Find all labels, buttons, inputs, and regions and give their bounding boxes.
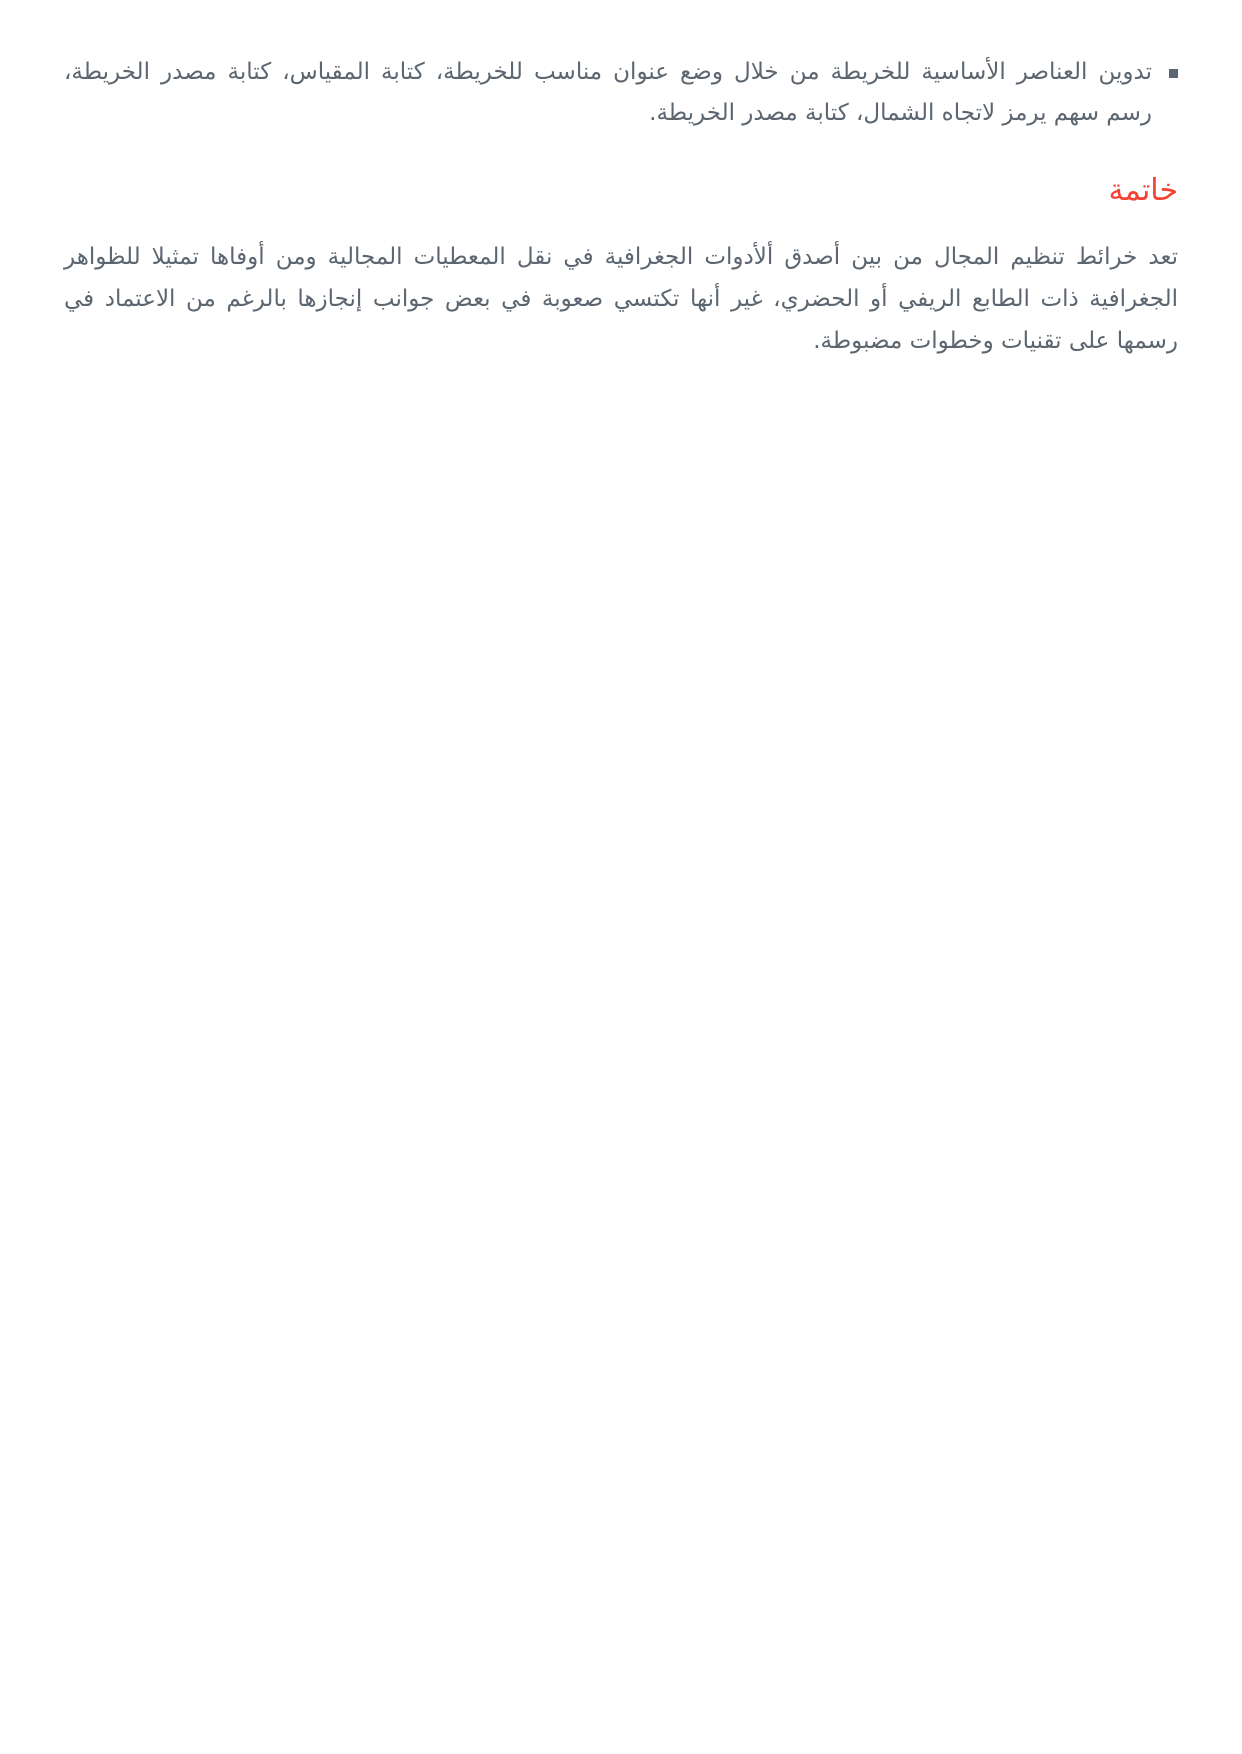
section-heading-conclusion: خاتمة — [1108, 173, 1178, 208]
square-bullet-icon — [1169, 69, 1178, 78]
list-item-text: تدوين العناصر الأساسية للخريطة من خلال وضع عنوان مناسب للخريطة، كتابة المقياس، كتابة مصدر الخريطة، رسم سهم يرمز لاتجاه الشمال، كتابة مصدر الخريطة. — [64, 59, 1152, 126]
list-item — [64, 52, 1178, 134]
conclusion-paragraph: تعد خرائط تنظيم المجال من بين أصدق ألأدوات الجغرافية في نقل المعطيات المجالية ومن أوفاها تمثيلا للظواهر الجغرافية ذات الطابع الريفي أو الحضري، غير أنها تكتسي صعوبة في بعض جوانب إنجازها بالرغم من الاعتماد في رسمها على تقنيات وخطوات مضبوطة. — [64, 244, 1178, 354]
